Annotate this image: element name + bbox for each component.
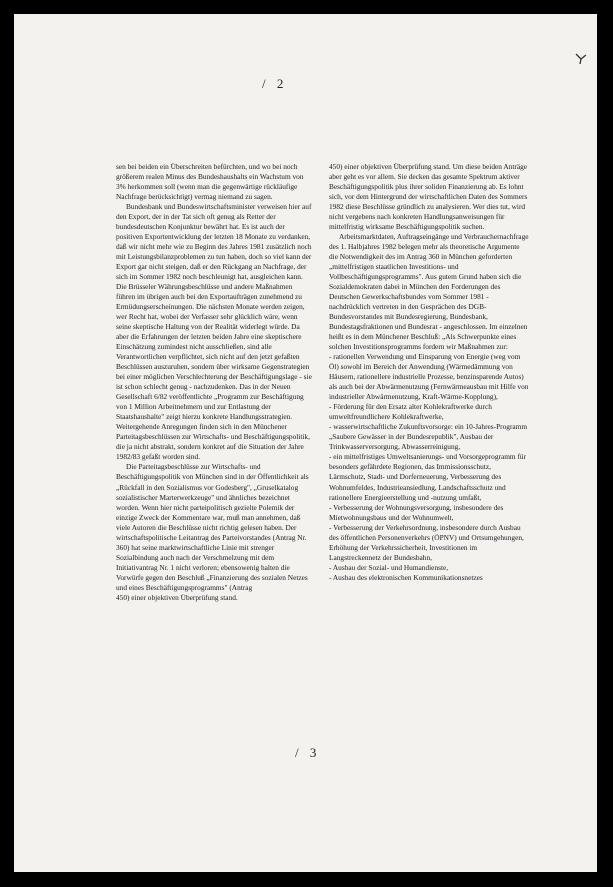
right-paragraph: 450) einer objektiven Überprüfung stand. Um diese beiden Anträge aber geht es vor allem. Sie decken das gesamte Spektrum aktiver Beschäftigungspolitik plus ihrer soliden Finanzierung ab. Es lohnt sich, vor dem Hintergrund der wirtschaftlichen Daten des Sommers 1982 diese Beschlüsse gründlich zu analysieren. Wer dies tut, wird nicht vergebens nach konkreten Handlungsanweisungen für mittelfristig wirksame Beschäftigungspolitik suchen. xyxy=(329,162,528,232)
list-item: - Verbesserung der Wohnungsversorgung, insbesondere des Mietwohnungsbaus und der Wohnumwelt, xyxy=(329,502,504,522)
list-item: - Förderung für den Ersatz alter Kohlekraftwerke durch umweltfreundlichere Kohlekraftwerke, xyxy=(329,402,492,422)
bottom-page-number: / 3 xyxy=(295,745,321,760)
list-item: - Ausbau der Sozial- und Humandienste, xyxy=(329,562,449,572)
list-item: - wasserwirtschaftliche Zukunftsvorsorge: ein 10-Jahres-Programm „Saubere Gewässer in der Bundesrepublik", Ausbau der Trinkwasserversorgung, Abwasserreinigung, xyxy=(329,422,528,452)
left-cut-line: 450) einer objektiven Überprüfung stand. xyxy=(116,592,238,602)
list-item: - Ausbau des elektronischen Kommunikationsnetzes xyxy=(329,572,483,582)
left-paragraph: Die Parteitagsbeschlüsse zur Wirtschafts- und Beschäftigungspolitik von München sind in der Öffentlichkeit als „Rückfall in den Sozialismus vor Godesberg", „Gruselkatalog sozialistischer Marterwerkzeuge" und ähnliches bezeichnet worden. Wenn hier nicht parteipolitisch gezielte Polemik der einzige Zweck der Kommentare war, muß man annehmen, daß viele Autoren die Beschlüsse nicht richtig gelesen haben. Der wirtschaftspolitische Leitantrag des Parteivorstandes (Antrag Nr. 360) hat seine marktwirtschaftliche Linie mit strenger Sozialbindung auch nach der Verschmelzung mit dem Initiativantrag Nr. 1 nicht verloren; ebensowenig halten die Vorwürfe gegen den Beschluß „Finanzierung des sozialen Netzes und eines Beschäftigungsprogramms" (Antrag xyxy=(116,462,309,592)
corner-mark-icon xyxy=(574,52,588,66)
top-page-number: / 2 xyxy=(262,76,288,91)
right-text-column xyxy=(329,162,529,583)
list-item: - rationellen Verwendung und Einsparung von Energie (weg vom Öl) sowohl im Bereich der Anwendung (Wärmedämmung von Häusern, rationellere industrielle Prozesse, benzinsparende Autos) als auch bei der Abwärmenutzung (Fernwärmeausbau mit Hilfe von industrieller Abwärmenutzung, Kraft-Wärme-Kopplung), xyxy=(329,352,529,402)
right-paragraph: Arbeitsmarktdaten, Auftragseingänge und Verbrauchernachfrage des 1. Halbjahres 1982 belegen mehr als theoretische Argumente die Notwendigkeit des im Antrag 360 in München geforderten „mittelfristigen staatlichen Investitions- und Vollbeschäftigungsprogramms". Aus gutem Grund haben sich die Sozialdemokraten dabei in München den Forderungen des Deutschen Gewerkschaftsbundes vom Sommer 1981 - nachdrücklich vertreten in den Gesprächen des DGB-Bundesvorstandes mit Bundesregierung, Bundesbank, Bundestagsfraktionen und Bundesrat - angeschlossen. Im einzelnen heißt es in dem Münchener Beschluß: „Als Schwerpunkte eines solchen Investitionsprogramms fordern wir Maßnahmen zur: xyxy=(329,232,529,352)
list-item: - ein mittelfristiges Umweltsanierungs- und Vorsorgeprogramm für besonders gefährdete Regionen, das Immissionsschutz, Lärmschutz, Stadt- und Dorferneuerung, Verbesserung des Wohnumfeldes, Industrieansiedlung, Landschaftsschutz und rationellere Energieerstellung und -nutzung umfaßt, xyxy=(329,452,527,502)
left-paragraph: Bundesbank und Bundeswirtschaftsminister verweisen hier auf den Export, der in der Tat sich oft genug als Retter der bundesdeutschen Konjunktur bewährt hat. Es ist auch der positiven Exportentwicklung der letzten 18 Monate zu verdanken, daß wir nicht mehr wie zu Beginn des Jahres 1981 zusätzlich noch mit Leistungsbilanzproblemen zu tun haben, doch so viel kann der Export gar nicht steigen, daß er den Rückgang an Nachfrage, der sich im Sommer 1982 noch beschleunigt hat, ausgleichen kann. Die Brüsseler Währungsbeschlüsse und andere Maßnahmen führen im übrigen auch bei den Exportaufträgen zunehmend zu Ermüdungserscheinungen. Die nächsten Monate werden zeigen, wer Recht hat, wobei der Verfasser sehr glücklich wäre, wenn seine skeptische Haltung von der Realität widerlegt würde. Da aber die Erfahrungen der letzten beiden Jahre eine skeptischere Einschätzung zumindest nicht ausschließen, sind alle Verantwortlichen verpflichtet, sich nicht auf den jetzt gefaßten Beschlüssen auszuruhen, sondern über wirksame Gegenstrategien bei einer möglichen Verschlechterung der Beschäftigungslage - sie ist schon schlecht genug - nachzudenken. Das in der Neuen Gesellschaft 6/82 veröffentlichte „Programm zur Beschäftigung von 1 Million Arbeitnehmern und zur Entlastung der Staatshaushalte" zeigt hierzu konkrete Handlungsstrategien. Weitergehende Anregungen finden sich in den Münchener Parteitagsbeschlüssen zur Wirtschafts- und Beschäftigungspolitik, die ja nicht abstrakt, sondern konkret auf die Situation der Jahre 1982/83 gefaßt worden sind. xyxy=(116,202,312,462)
left-text-column xyxy=(116,162,312,603)
list-item: - Verbesserung der Verkehrsordnung, insbesondere durch Ausbau des öffentlichen Personenverkehrs (ÖPNV) und Ortsumgehungen, Erhöhung der Verkehrssicherheit, Investitionen im Langstreckennetz der Bundesbahn, xyxy=(329,522,524,562)
left-paragraph: sen bei beiden ein Überschreiten befürchten, und wo bei noch größerem realen Minus des Bundeshaushalts ein Wachstum von 3% herkommen soll (wenn man die gegenwärtige rückläufige Nachfrage berücksichtigt) vermag niemand zu sagen. xyxy=(116,162,304,202)
